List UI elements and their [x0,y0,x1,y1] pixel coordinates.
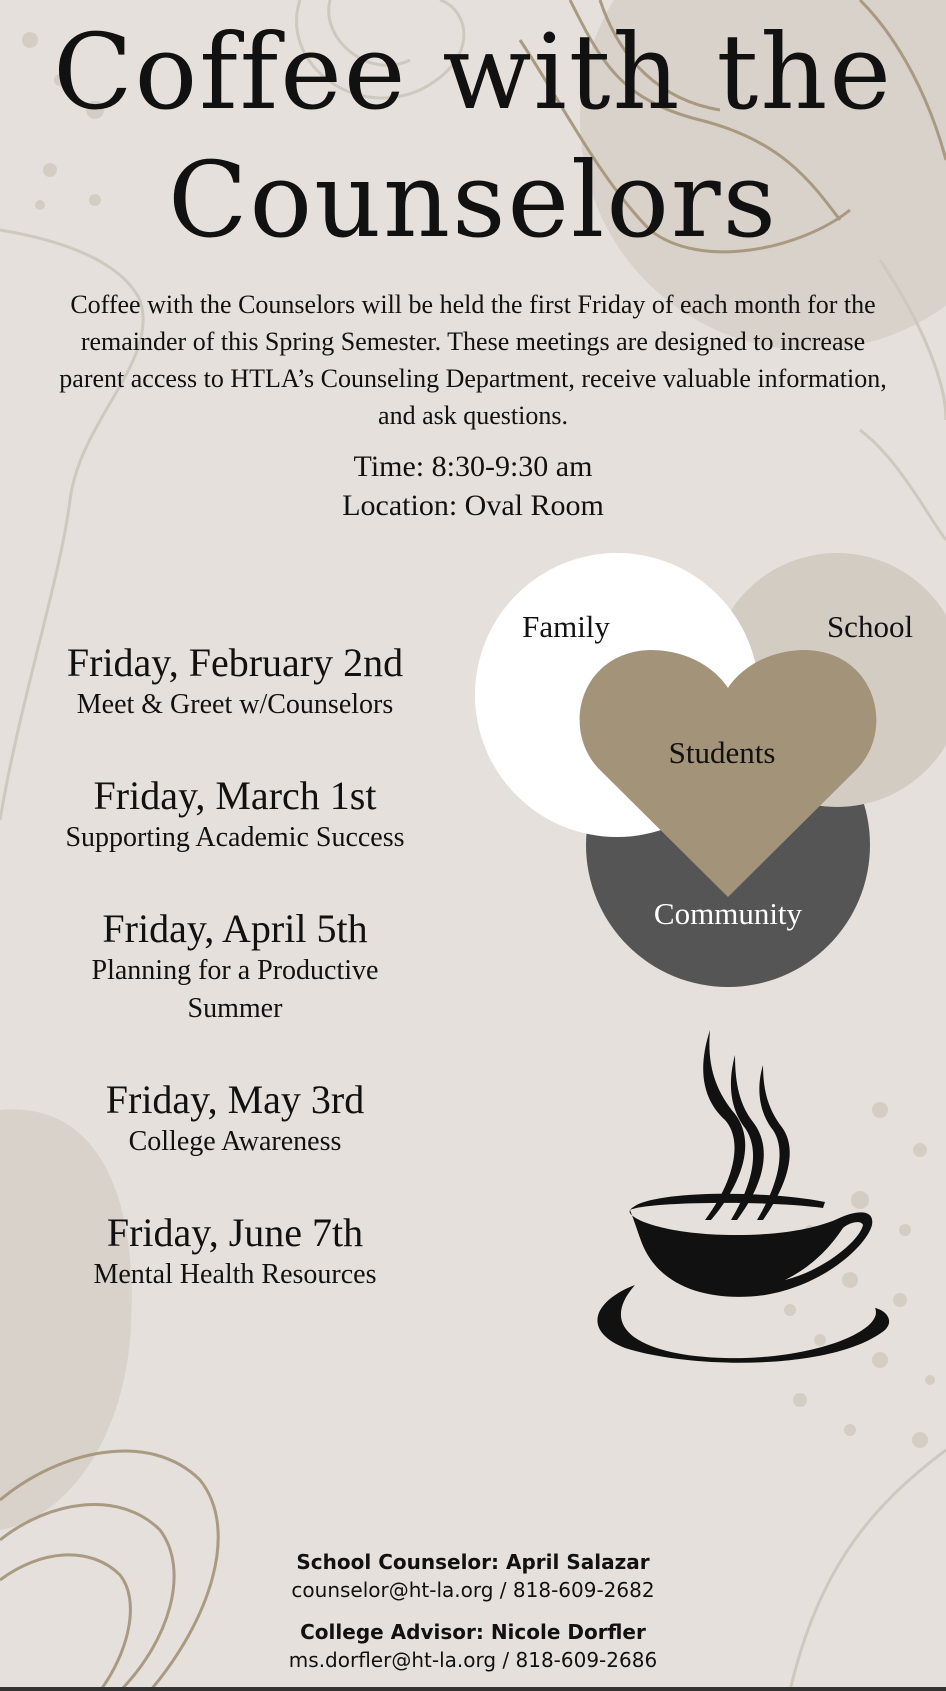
event-topic-line-2: Summer [187,993,283,1024]
counselor-name: School Counselor: April Salazar [296,1550,650,1574]
event-date: Friday, June 7th [106,1210,364,1255]
students-label: Students [668,735,776,770]
event-topic: Supporting Academic Success [65,822,405,853]
contact-section [0,1548,946,1674]
event-date: Friday, May 3rd [105,1077,365,1122]
advisor-name: College Advisor: Nicole Dorfler [300,1620,646,1644]
event-date: Friday, March 1st [93,773,377,818]
event-topic: Meet & Greet w/Counselors [76,689,394,720]
bottom-border [0,1687,946,1691]
event-topic: Mental Health Resources [93,1259,377,1290]
meeting-location: Location: Oval Room [342,489,604,522]
coffee-cup-icon [585,1030,895,1385]
advisor-contact: ms.dorfler@ht-la.org / 818-609-2686 [288,1648,658,1672]
event-topic-line-1: Planning for a Productive [91,955,379,986]
title-line-1: Coffee with the [53,11,893,133]
title-line-2: Counselors [167,139,779,261]
community-label: Community [653,896,803,931]
counselor-contact: counselor@ht-la.org / 818-609-2682 [291,1578,655,1602]
event-date: Friday, April 5th [102,906,368,951]
meeting-time: Time: 8:30-9:30 am [353,450,593,483]
family-label: Family [522,609,610,644]
school-label: School [826,609,914,644]
event-topic: College Awareness [128,1126,342,1157]
intro-paragraph: Coffee with the Counselors will be held the first Friday of each month for the remainder of this Spring Semester. These meetings are designed to increase parent access to HTLA’s Counseling Department, receive valuable information, and ask questions. [59,290,887,430]
event-date: Friday, February 2nd [66,640,404,685]
